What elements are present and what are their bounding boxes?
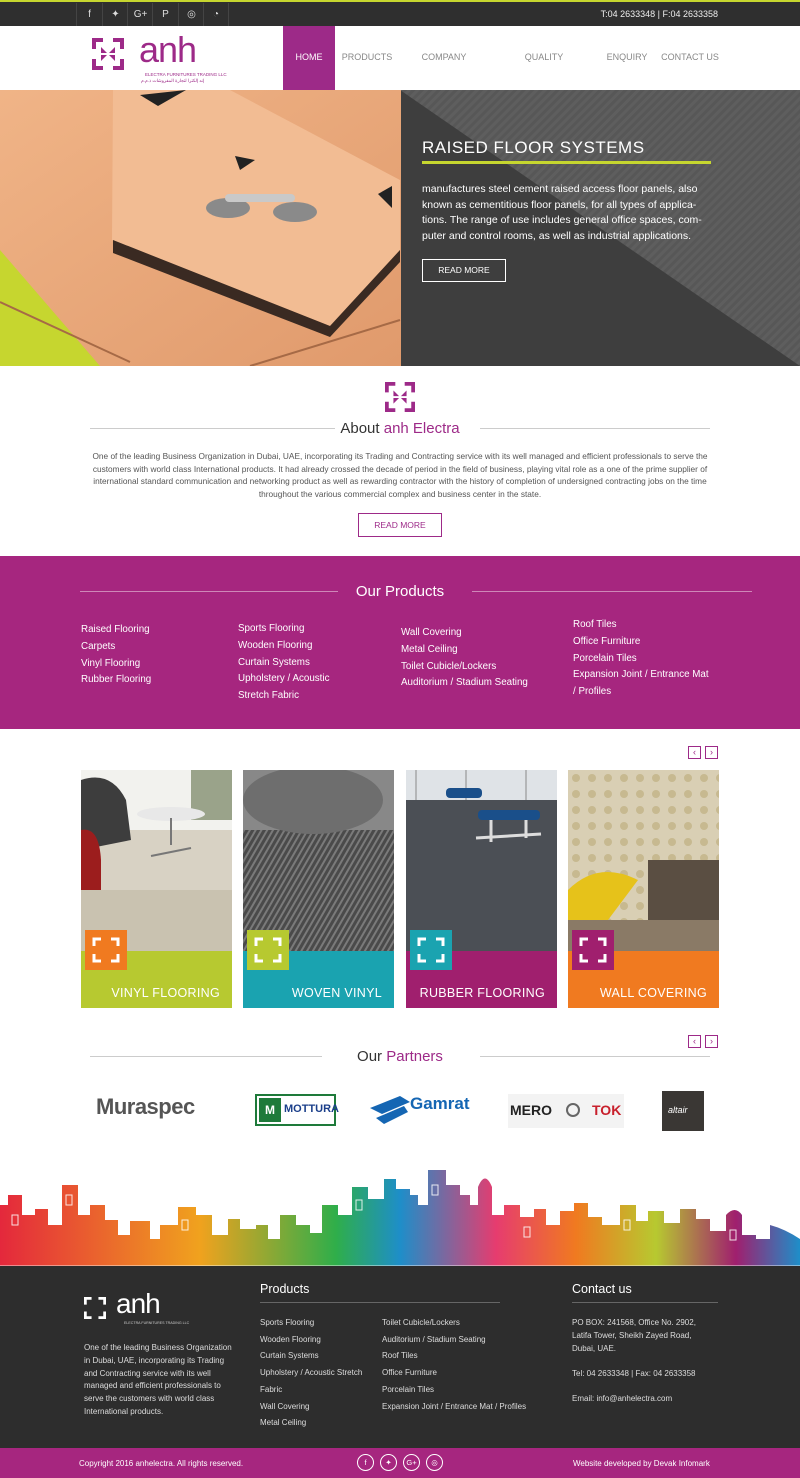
footer-product-link[interactable]: Metal Ceiling — [260, 1418, 307, 1428]
product-link[interactable]: Metal Ceiling — [401, 643, 458, 655]
product-link[interactable]: Toilet Cubicle/Lockers — [401, 660, 497, 672]
product-link[interactable]: Sports Flooring — [238, 623, 305, 634]
footer-product-link[interactable]: Sports Flooring — [260, 1318, 315, 1327]
partner-logo-mottura[interactable] — [255, 1094, 339, 1126]
carousel-next-button[interactable]: › — [705, 746, 718, 759]
instagram-icon[interactable]: ◎ — [426, 1454, 443, 1471]
nav-quality-commitment[interactable]: QUALITY — [524, 52, 564, 62]
footer-phone: Tel: 04 2633348 | Fax: 04 2633358 — [572, 1369, 696, 1378]
partner-logo-gamrat[interactable] — [370, 1092, 482, 1130]
developer-credit[interactable]: Website developed by Devak Infomark — [573, 1459, 710, 1468]
gamrat-text: Gamrat — [410, 1094, 470, 1113]
card-label: RUBBER FLOORING — [419, 986, 545, 1000]
footer-product-link[interactable]: Wooden Flooring — [260, 1334, 321, 1344]
product-card-vinyl-flooring[interactable] — [81, 770, 232, 1008]
footer-product-link[interactable]: Roof Tiles — [382, 1351, 418, 1361]
partners-prev-button[interactable]: ‹ — [688, 1035, 701, 1048]
card-image-woven — [243, 770, 394, 951]
expand-icon — [410, 930, 452, 970]
footer-products-divider — [260, 1302, 500, 1303]
products-column-3 — [401, 625, 528, 692]
partner-logo-muraspec[interactable]: Muraspec — [96, 1094, 195, 1119]
products-title: Our Products — [355, 583, 445, 600]
product-link[interactable]: Auditorium / Stadium Seating — [401, 677, 528, 689]
products-column-2 — [238, 621, 329, 705]
footer-product-link[interactable]: Porcelain Tiles — [382, 1384, 435, 1394]
footer-products-title: Products — [260, 1282, 310, 1296]
logo-icon[interactable] — [92, 38, 124, 70]
mero-circle-icon — [566, 1103, 580, 1117]
card-image-vinyl — [81, 770, 232, 951]
product-link[interactable]: Vinyl Flooring — [81, 657, 141, 669]
logo-wordmark[interactable]: anh — [139, 29, 197, 70]
mottura-mark-icon: M — [259, 1098, 281, 1122]
product-card-rubber-flooring[interactable] — [406, 770, 557, 1008]
footer-logo-wordmark: anh — [116, 1288, 160, 1319]
footer-address: PO BOX: 241568, Office No. 2902, Latifa Tower, Sheikh Zayed Road, Dubai, UAE. — [572, 1318, 696, 1353]
footer-logo-icon — [84, 1297, 106, 1319]
card-label: WALL COVERING — [599, 986, 707, 1000]
product-link[interactable]: / Profiles — [573, 686, 612, 698]
footer-product-link[interactable]: Fabric — [260, 1384, 283, 1394]
header — [0, 26, 800, 90]
product-card-wall-covering[interactable] — [568, 770, 719, 1008]
footer-product-link[interactable]: Toilet Cubicle/Lockers — [382, 1318, 460, 1327]
product-link[interactable]: Wooden Flooring — [238, 639, 313, 651]
product-link[interactable]: Office Furniture — [573, 635, 641, 647]
top-bar — [0, 0, 800, 26]
about-title-accent: anh Electra — [383, 420, 460, 437]
product-link[interactable]: Roof Tiles — [573, 619, 617, 630]
footer-product-link[interactable]: Upholstery / Acoustic Stretch — [260, 1368, 363, 1378]
product-link[interactable]: Raised Flooring — [81, 624, 150, 635]
about-logo-icon — [385, 382, 415, 412]
partner-logo-altair[interactable] — [662, 1091, 704, 1131]
carousel-prev-button[interactable]: ‹ — [688, 746, 701, 759]
footer-logo-tagline: ELECTRA FURNITURES TRADING LLC — [124, 1321, 190, 1325]
product-link[interactable]: Upholstery / Acoustic — [238, 673, 330, 685]
partners-title-accent: Partners — [386, 1048, 443, 1065]
product-link[interactable]: Stretch Fabric — [238, 690, 299, 702]
nav-enquiry[interactable]: ENQUIRY — [606, 52, 648, 62]
hero-description: manufactures steel cement raised access floor panels, also known as cementitious floor panels, for all types of applica-tions. The range of use includes general office spaces, com-puter and control rooms, as well as industrial applications. — [422, 183, 702, 242]
logo-tagline: ELECTRA FURNITURES TRADING LLC — [145, 72, 227, 77]
product-card-woven-vinyl[interactable] — [243, 770, 394, 1008]
product-link[interactable]: Porcelain Tiles — [573, 652, 637, 664]
card-image-wall — [568, 770, 719, 951]
product-link[interactable]: Rubber Flooring — [81, 674, 152, 686]
footer-contact-divider — [572, 1302, 718, 1303]
about-text: One of the leading Business Organization in Dubai, UAE, incorporating its Trading and Contracting service with its well managed and efficient professionals to serve the customers with world class International products. It had already crossed the decade of period in the field of business, playing vital role as a one of the prime supplier of international standard communication and networking product as well as rewarding contractor with the history of completion of undersigned contracting jobs on the time throughout the various commercial complex and business center in the state. — [92, 451, 708, 500]
product-link[interactable]: Expansion Joint / Entrance Mat — [573, 669, 709, 681]
footer-product-link[interactable]: Expansion Joint / Entrance Mat / Profiles — [382, 1401, 527, 1411]
google-plus-icon[interactable]: G+ — [403, 1454, 420, 1471]
rss-icon[interactable]: ◔ — [203, 3, 229, 27]
footer-product-link[interactable]: Auditorium / Stadium Seating — [382, 1334, 486, 1344]
twitter-icon[interactable]: ✦ — [102, 3, 128, 27]
nav-home[interactable]: HOME — [283, 26, 335, 94]
nav-products[interactable]: PRODUCTS — [341, 52, 393, 62]
product-link[interactable]: Wall Covering — [401, 627, 462, 638]
instagram-icon[interactable]: ◎ — [178, 3, 204, 27]
phone-fax: T:04 2633348 | F:04 2633358 — [600, 9, 718, 19]
products-column-4 — [573, 617, 709, 701]
twitter-icon[interactable]: ✦ — [380, 1454, 397, 1471]
footer-product-link[interactable]: Wall Covering — [260, 1401, 310, 1411]
gamrat-mark-icon — [370, 1096, 410, 1126]
footer-contact-title: Contact us — [572, 1282, 632, 1296]
product-link[interactable]: Carpets — [81, 640, 116, 652]
copyright-text: Copyright 2016 anhelectra. All rights reserved. — [79, 1459, 244, 1468]
mero-text: MERO — [510, 1102, 552, 1118]
expand-icon — [85, 930, 127, 970]
altair-text: altair — [668, 1105, 688, 1115]
mottura-text: MOTTURA — [284, 1103, 339, 1115]
card-label: WOVEN VINYL — [291, 986, 382, 1000]
nav-company-profile[interactable]: COMPANY — [421, 52, 467, 62]
about-title — [0, 420, 800, 437]
city-skyline-illustration — [0, 1165, 800, 1266]
footer-products-col-2 — [382, 1315, 526, 1415]
partners-title — [0, 1048, 800, 1065]
expand-icon — [572, 930, 614, 970]
partner-logo-mero-tok[interactable] — [508, 1094, 624, 1128]
copyright-bar — [0, 1448, 800, 1478]
hero-title: RAISED FLOOR SYSTEMS — [422, 138, 645, 157]
card-image-rubber — [406, 770, 557, 951]
logo-tagline-arabic: إنه إلكترا لتجارة المفروشات ذ.م.م — [141, 78, 205, 83]
partners-next-button[interactable]: › — [705, 1035, 718, 1048]
card-label: VINYL FLOORING — [111, 986, 220, 1000]
pinterest-icon[interactable]: P — [152, 3, 178, 27]
footer-email[interactable]: Email: info@anhelectra.com — [572, 1394, 673, 1403]
product-link[interactable]: Curtain Systems — [238, 656, 310, 668]
facebook-icon[interactable]: f — [76, 3, 102, 27]
about-title-plain: About — [340, 420, 384, 437]
partners-title-plain: Our — [357, 1048, 387, 1065]
footer-about: One of the leading Business Organization in Dubai, UAE, incorporating its Trading and Contracting service with its well managed and efficient professionals to serve the customers with world class International products. — [84, 1343, 232, 1416]
hero-title-underline — [422, 161, 711, 164]
nav-contact-us[interactable]: CONTACT US — [661, 52, 719, 62]
footer-product-link[interactable]: Curtain Systems — [260, 1351, 319, 1361]
expand-icon — [247, 930, 289, 970]
facebook-icon[interactable]: f — [357, 1454, 374, 1471]
footer-product-link[interactable]: Office Furniture — [382, 1368, 437, 1378]
products-column-1 — [81, 622, 151, 689]
tok-text: TOK — [592, 1102, 622, 1118]
google-plus-icon[interactable]: G+ — [127, 3, 153, 27]
footer-products-col-1 — [260, 1315, 362, 1432]
hero-read-more-button[interactable]: READ MORE — [422, 259, 506, 282]
about-read-more-button[interactable]: READ MORE — [358, 513, 442, 537]
